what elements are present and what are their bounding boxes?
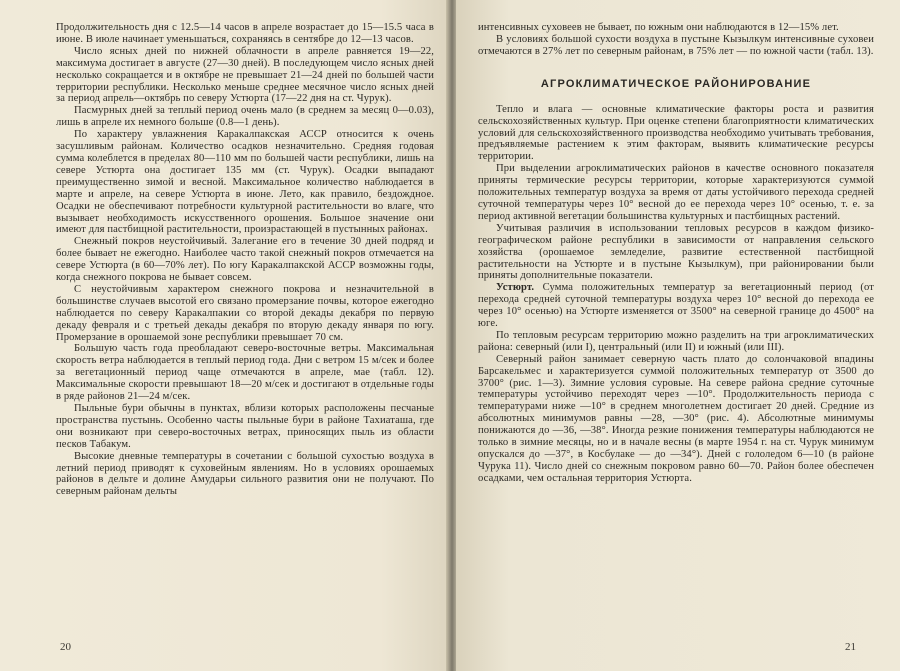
paragraph: Северный район занимает северную часть плато до солончаковой впадины Барсакельмес и характеризуется суммой положительных температур от 3500 до 3700° (рис. 1—3). Зимние условия суровые. На севере района средние суточные температуры устойчиво переходят через —10°. Продолжительность периода с температурами ниже —10° в среднем многолетнем достигает 20 дней. Средние из абсолютных минимумов равны —28, —30° (рис. 4). Абсолютные минимумы понижаются до —36, —38°. Иногда резкие понижения температуры наблюдаются не только в зимние месяцы, но и в начале весны (в марте 1954 г. на ст. Чурук минимум опускался до —37°, в Косбулаке — до —34°). Дней с гололедом 6—10 (в районе Чурука 11). Число дней со снежным покровом равно 60—70. Район более обеспечен осадками, чем остальная территория Устюрта. — [478, 353, 874, 484]
paragraph: По характеру увлажнения Каракалпакская АССР относится к очень засушливым районам. Количество осадков незначительно. Средняя годовая сумма колеблется в пределах 80—110 мм по большей части республики, лишь на севере Устюрта она достигает 135 мм (ст. Чурук). Осадки выпадают преимущественно зимой и весной. Максимальное количество наблюдается в марте и апреле, на севере Устюрта в июне. Лето, как правило, бездождное. Осадки не обеспечивают потребности культурной растительности во влаге, что вызывает необходимость искусственного орошения. Большое значение они имеют для пастбищной растительности, произрастающей в пустынных районах. — [56, 129, 434, 236]
page-number: 20 — [60, 641, 71, 653]
paragraph: Пасмурных дней за теплый период очень мало (в среднем за месяц 0—0.03), лишь в апреле их немного больше (0.8—1 день). — [56, 105, 434, 129]
paragraph: Высокие дневные температуры в сочетании с большой сухостью воздуха в летний период приводят к суховейным явлениям. Но в условиях орошаемых районов в дельте и долине Амударьи сильного развития они не получают. По северным районам дельты — [56, 450, 434, 498]
paragraph: С неустойчивым характером снежного покрова и незначительной в большинстве случаев высотой его связано промерзание почвы, которое ежегодно наблюдается по северу Каракалпакии со второй декады декабря по первую декаду февраля и с третьей декады декабря по вторую декаду января по югу. Промерзание в орошаемой зоне республики превышает 70 см. — [56, 283, 434, 343]
section-heading: АГРОКЛИМАТИЧЕСКОЕ РАЙОНИРОВАНИЕ — [540, 77, 812, 90]
right-page — [456, 0, 900, 671]
run-in-heading: Устюрт. — [496, 282, 535, 294]
paragraph: Число ясных дней по нижней облачности в апреле равняется 19—22, максимума достигает в августе (27—30 дней). В последующем число ясных дней несколько сокращается и в октябре не превышает 21—24 дней по большей части территории республики. Несколько меньше среднее месячное число ясных дней за период апрель—октябрь по северу Устюрта (17—22 дня на ст. Чурук). — [56, 45, 434, 105]
page-number: 21 — [845, 641, 856, 653]
paragraph: Продолжительность дня с 12.5—14 часов в апреле возрастает до 15—15.5 часа в июне. В июле начинает уменьшаться, сохраняясь в сентябре до 12—13 часов. — [56, 22, 434, 45]
paragraph: При выделении агроклиматических районов в качестве основного показателя приняты термические ресурсы территории, которые характеризуются суммой положительных температур воздуха за время от даты устойчивого перехода средней суточной температуры через 10° весной до ее перехода через 10° осенью, т. е. за период активной вегетации большинства культурных и пастбищных растений. — [478, 163, 874, 222]
left-page — [0, 0, 448, 671]
paragraph: В условиях большой сухости воздуха в пустыне Кызылкум интенсивные суховеи отмечаются в 27% лет по северным районам, в 75% лет — по южной части (табл. 13). — [478, 33, 874, 57]
paragraph — [478, 282, 874, 330]
paragraph-text: Сумма положительных температур за вегетационный период (от перехода средней суточной температуры воздуха через 10° весной до перехода ее через 10° осенью) на Устюрте изменяется от 3500° на северной границе до 4500° на юге. — [478, 282, 875, 330]
paragraph: По тепловым ресурсам территорию можно разделить на три агроклиматических района: северный (или I), центральный (или II) и южный (или III). — [478, 329, 874, 353]
paragraph: Учитывая различия в использовании тепловых ресурсов в каждом физико-географическом районе республики в зависимости от направления сельского хозяйства (орошаемое земледелие, развитие естественной пастбищной растительности на Устюрте и в пустыне Кызылкум), при районировании были приняты дополнительные показатели. — [478, 222, 874, 282]
paragraph: Пыльные бури обычны в пунктах, вблизи которых расположены песчаные пространства пустынь. Особенно часты пыльные бури в районе Тахиаташа, где они возникают при северо-восточных ветрах, приносящих пыль из области песков Табакум. — [56, 403, 434, 450]
paragraph: Большую часть года преобладают северо-восточные ветры. Максимальная скорость ветра наблюдается в теплый период года. Дни с ветром 15 м/сек и более за вегетационный период чаще отмечаются в апреле, мае (табл. 12). Максимальные скорости превышают 18—20 м/сек и достигают в отдельные годы в ряде районов 21—24 м/сек. — [56, 343, 434, 403]
paragraph: Снежный покров неустойчивый. Залегание его в течение 30 дней подряд и более бывает не ежегодно. Наиболее часто такой снежный покров отмечается на севере Устюрта (в 60—70% лет). По югу Каракалпакской АССР возможны годы, когда снежного покрова не бывает совсем. — [56, 236, 434, 284]
paragraph: Тепло и влага — основные климатические факторы роста и развития сельскохозяйственных культур. При оценке степени благоприятности климатических условий для сельскохозяйственного производства необходимо учитывать требования, предъявляемые растением к этим факторам, выявить климатические ресурсы территории. — [478, 103, 874, 163]
paragraph: интенсивных суховеев не бывает, по южным они наблюдаются в 12—15% лет. — [478, 22, 839, 33]
